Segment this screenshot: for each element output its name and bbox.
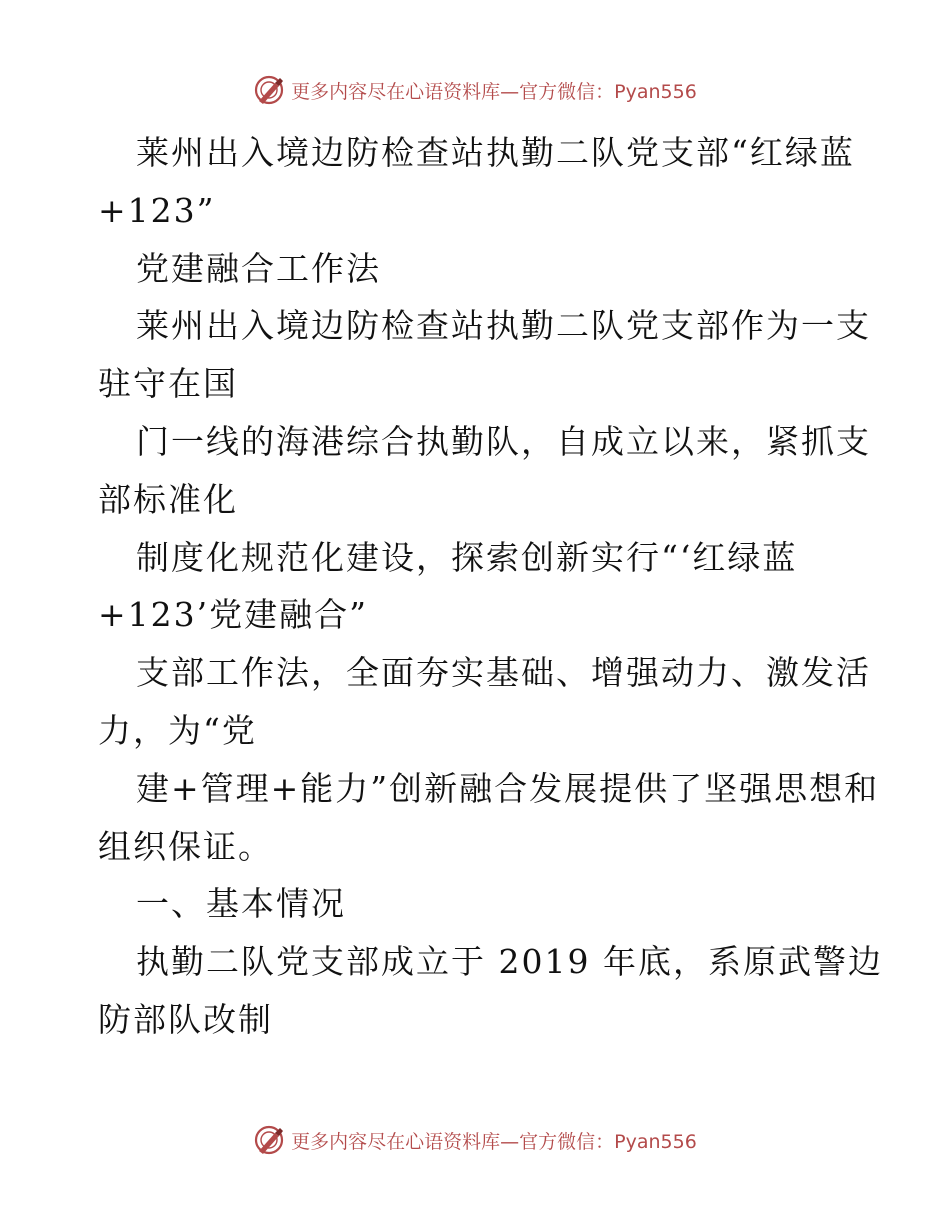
banner-text: 更多内容尽在心语资料库—官方微信：Pyan556: [291, 80, 697, 103]
text-line: 支部工作法，全面夯实基础、增强动力、激发活: [136, 653, 871, 693]
text-line: 莱州出入境边防检查站执勤二队党支部作为一支: [136, 306, 871, 346]
document-body: [98, 124, 883, 1049]
text-line: 门一线的海港综合执勤队，自成立以来，紧抓支: [136, 421, 871, 461]
text-line: 防部队改制: [98, 999, 273, 1039]
text-line: 组织保证。: [98, 826, 273, 866]
text-line: 制度化规范化建设，探索创新实行“‘红绿蓝: [136, 537, 798, 577]
text-line: 党建融合工作法: [136, 248, 381, 288]
header-banner: [0, 72, 950, 108]
text-line: 一、基本情况: [136, 884, 346, 924]
footer-banner: [0, 1122, 950, 1158]
text-line: 部标准化: [98, 479, 238, 519]
text-line: 莱州出入境边防检查站执勤二队党支部“红绿蓝: [136, 133, 855, 172]
text-line: +123”: [98, 190, 216, 230]
text-line: 建+管理+能力”创新融合发展提供了坚强思想和: [136, 768, 880, 808]
text-line: +123’党建融合”: [98, 595, 368, 635]
pen-logo-icon: [253, 74, 285, 106]
pen-logo-icon: [253, 1124, 285, 1156]
banner-text: 更多内容尽在心语资料库—官方微信：Pyan556: [291, 1130, 697, 1153]
text-line: 力，为“党: [98, 710, 257, 750]
text-line: 执勤二队党支部成立于 2019 年底，系原武警边: [136, 942, 883, 982]
text-line: 驻守在国: [98, 364, 238, 404]
